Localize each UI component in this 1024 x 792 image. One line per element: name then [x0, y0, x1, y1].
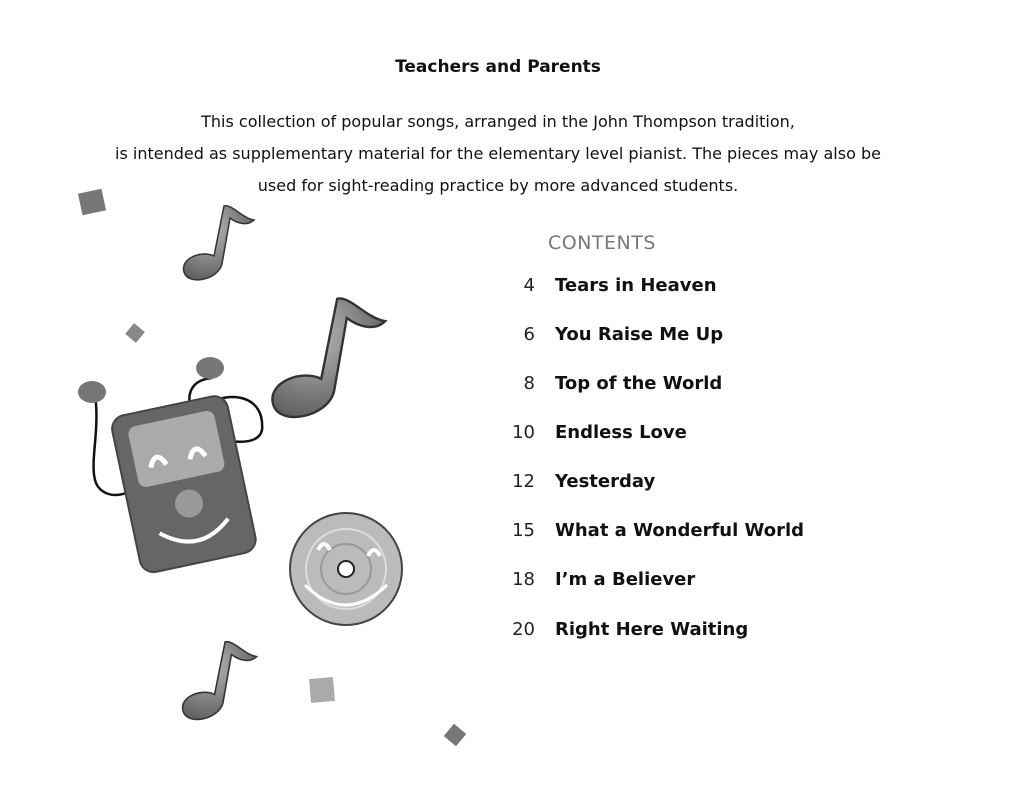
page-number: 15	[512, 520, 535, 541]
page-number: 8	[523, 373, 535, 394]
page-number: 4	[523, 275, 535, 296]
confetti-square	[309, 677, 335, 703]
song-title: You Raise Me Up	[555, 324, 724, 345]
cd-disc-icon	[290, 513, 402, 625]
song-title: Right Here Waiting	[555, 619, 749, 640]
contents-heading: CONTENTS	[548, 232, 656, 254]
mp3-player-icon	[78, 357, 262, 575]
confetti-square	[125, 323, 145, 343]
song-title: Tears in Heaven	[555, 275, 717, 296]
intro-line: is intended as supplementary material for the elementary level pianist. The pieces may also be	[115, 144, 881, 163]
confetti-square	[444, 724, 467, 747]
song-title: What a Wonderful World	[555, 520, 805, 541]
page-number: 6	[523, 324, 535, 345]
song-title: Endless Love	[555, 422, 687, 443]
music-note-icon	[272, 298, 385, 416]
intro-line: used for sight-reading practice by more advanced students.	[257, 176, 739, 195]
song-title: Yesterday	[555, 471, 656, 492]
song-title: I’m a Believer	[555, 569, 696, 590]
page-title: Teachers and Parents	[395, 57, 601, 77]
intro-paragraph	[0, 106, 996, 202]
intro-line: This collection of popular songs, arranged in the John Thompson tradition,	[201, 112, 795, 131]
page-number: 10	[512, 422, 535, 443]
page-number: 12	[512, 471, 535, 492]
page-number: 20	[512, 619, 535, 640]
page-number: 18	[512, 569, 535, 590]
music-note-icon	[184, 206, 254, 280]
music-note-icon	[183, 642, 257, 720]
song-title: Top of the World	[555, 373, 723, 394]
